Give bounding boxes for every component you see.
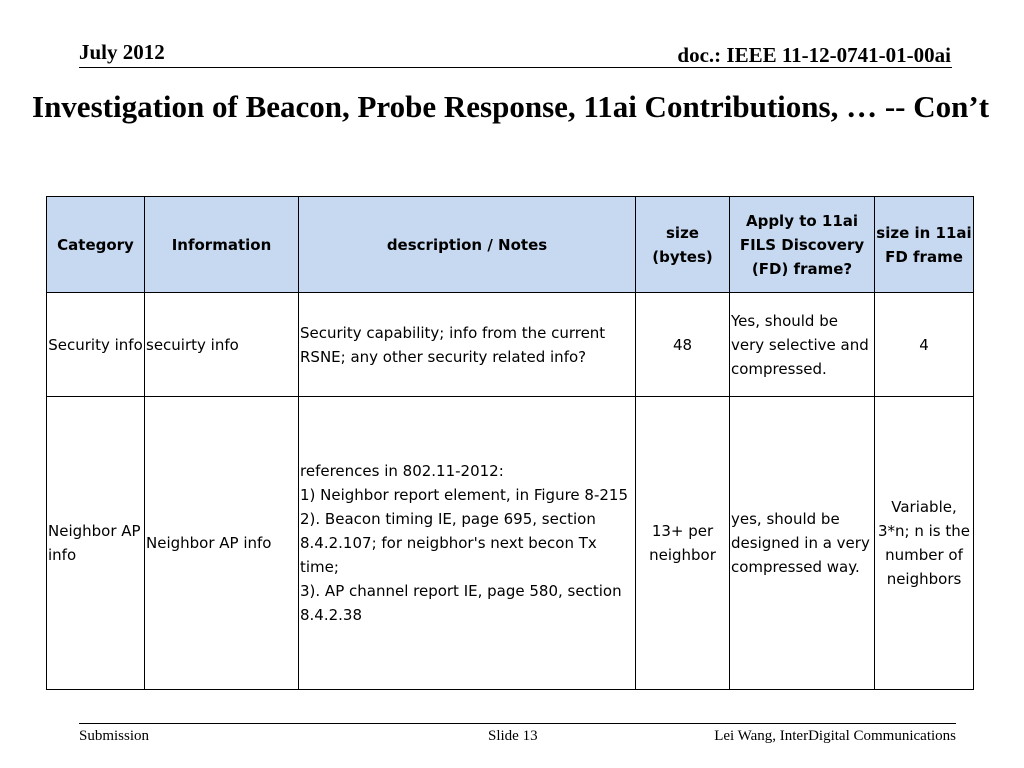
- info-table: [46, 196, 974, 690]
- footer-slide-number: Slide 13: [488, 728, 538, 744]
- note-line: 1) Neighbor report element, in Figure 8-215: [300, 486, 629, 504]
- column-header-size-fd: size in 11ai FD frame: [875, 197, 974, 293]
- cell-apply-fd: Yes, should be very selective and compressed.: [730, 293, 875, 397]
- table-header-row: [47, 197, 974, 293]
- note-line: Security capability; info from the current RSNE; any other security related info?: [300, 323, 606, 366]
- column-header-category: Category: [47, 197, 145, 293]
- footer-submission: Submission: [79, 728, 150, 744]
- header-divider: [79, 67, 952, 68]
- column-header-notes: description / Notes: [299, 197, 636, 293]
- column-header-information: Information: [145, 197, 299, 293]
- cell-size-bytes: 48: [636, 293, 730, 397]
- table-row: [47, 397, 974, 690]
- cell-notes: [299, 397, 636, 690]
- footer-author: Lei Wang, InterDigital Communications: [714, 728, 956, 744]
- cell-size-bytes: 13+ per neighbor: [636, 397, 730, 690]
- note-line: 2). Beacon timing IE, page 695, section 8.4.2.107; for neigbhor's next becon Tx time;: [300, 510, 597, 576]
- cell-information: Neighbor AP info: [145, 397, 299, 690]
- footer-divider: [79, 723, 956, 724]
- column-header-apply-fd: Apply to 11ai FILS Discovery (FD) frame?: [730, 197, 875, 293]
- cell-information: secuirty info: [145, 293, 299, 397]
- table-row: [47, 293, 974, 397]
- cell-size-fd: Variable, 3*n; n is the number of neighbors: [875, 397, 974, 690]
- note-line: 3). AP channel report IE, page 580, section 8.4.2.38: [300, 582, 622, 624]
- cell-category: Security info: [47, 293, 145, 397]
- header-date: July 2012: [79, 40, 165, 64]
- cell-size-fd: 4: [875, 293, 974, 397]
- header-doc-id: doc.: IEEE 11-12-0741-01-00ai: [677, 43, 951, 67]
- slide-title: Investigation of Beacon, Probe Response, 11ai Contributions, … -- Con’t: [32, 89, 990, 124]
- note-line: references in 802.11-2012:: [300, 462, 504, 480]
- cell-apply-fd: yes, should be designed in a very compressed way.: [730, 397, 875, 690]
- cell-category: Neighbor AP info: [47, 397, 145, 690]
- column-header-size-bytes: size (bytes): [636, 197, 730, 293]
- cell-notes: [299, 293, 636, 397]
